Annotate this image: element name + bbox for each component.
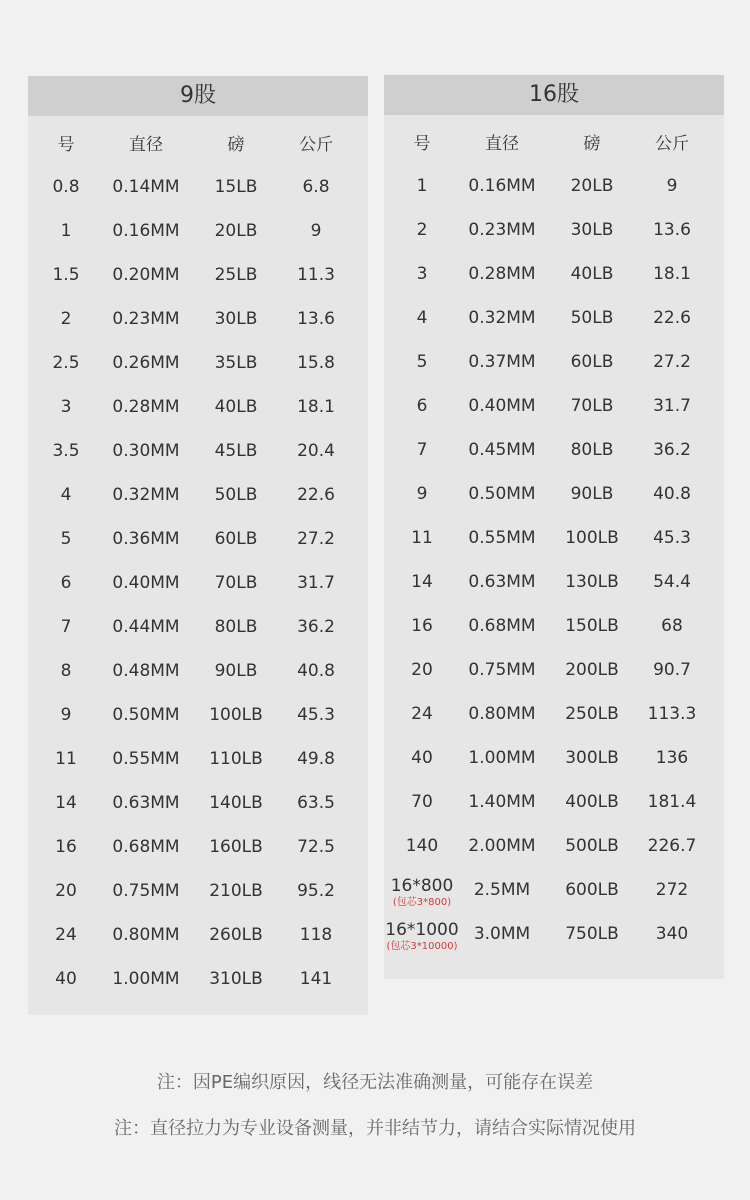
cell-kilograms: 136 — [655, 748, 689, 768]
table-row — [28, 385, 368, 429]
cell-kilograms: 113.3 — [647, 704, 697, 724]
cell-diameter: 0.55MM — [112, 749, 180, 769]
table-title-16-strand: 16股 — [384, 75, 724, 115]
header-kilograms: 公斤 — [655, 134, 689, 154]
cell-pounds: 60LB — [214, 529, 258, 549]
cell-diameter: 0.40MM — [468, 396, 536, 416]
cell-pounds: 30LB — [214, 309, 258, 329]
cell-diameter: 0.26MM — [112, 353, 180, 373]
table-row — [28, 341, 368, 385]
table-row — [384, 912, 724, 956]
cell-diameter: 1.00MM — [112, 969, 180, 989]
cell-kilograms: 45.3 — [653, 528, 691, 548]
cell-diameter: 0.28MM — [112, 397, 180, 417]
cell-number-value: 16*800 — [390, 876, 454, 896]
cell-pounds: 70LB — [214, 573, 258, 593]
cell-number: 6 — [416, 396, 428, 416]
core-spec-note: (包芯3*10000) — [386, 941, 458, 952]
table-row — [28, 825, 368, 869]
table-row — [384, 384, 724, 428]
cell-diameter: 0.32MM — [112, 485, 180, 505]
table-row — [28, 165, 368, 209]
cell-number: 40 — [411, 748, 433, 768]
cell-diameter: 1.00MM — [468, 748, 536, 768]
cell-number: 7 — [416, 440, 428, 460]
cell-diameter: 2.5MM — [473, 880, 531, 900]
table-row — [28, 429, 368, 473]
cell-kilograms: 68 — [661, 616, 683, 636]
cell-pounds: 15LB — [214, 177, 258, 197]
cell-diameter: 0.50MM — [468, 484, 536, 504]
cell-diameter: 0.30MM — [112, 441, 180, 461]
table-row — [384, 340, 724, 384]
cell-pounds: 110LB — [209, 749, 263, 769]
table-row — [28, 297, 368, 341]
cell-pounds: 250LB — [565, 704, 619, 724]
cell-kilograms: 272 — [655, 880, 689, 900]
cell-diameter: 0.37MM — [468, 352, 536, 372]
cell-pounds: 600LB — [565, 880, 619, 900]
cell-pounds: 40LB — [214, 397, 258, 417]
cell-pounds: 20LB — [214, 221, 258, 241]
cell-pounds: 20LB — [570, 176, 614, 196]
table-row — [28, 473, 368, 517]
header-pounds: 磅 — [227, 135, 245, 155]
cell-number: 6 — [60, 573, 72, 593]
cell-pounds: 300LB — [565, 748, 619, 768]
cell-kilograms: 340 — [655, 924, 689, 944]
table-row — [384, 692, 724, 736]
cell-number: 2 — [416, 220, 428, 240]
cell-pounds: 50LB — [570, 308, 614, 328]
cell-diameter: 0.16MM — [112, 221, 180, 241]
cell-pounds: 100LB — [565, 528, 619, 548]
header-kilograms: 公斤 — [299, 135, 333, 155]
cell-diameter: 0.16MM — [468, 176, 536, 196]
table-9-strand — [28, 76, 368, 1015]
cell-kilograms: 72.5 — [297, 837, 335, 857]
cell-pounds: 100LB — [209, 705, 263, 725]
cell-kilograms: 13.6 — [653, 220, 691, 240]
cell-number: 24 — [55, 925, 77, 945]
header-diameter: 直径 — [485, 134, 519, 154]
cell-pounds: 200LB — [565, 660, 619, 680]
cell-number — [384, 912, 460, 956]
cell-number: 3 — [416, 264, 428, 284]
cell-kilograms: 90.7 — [653, 660, 691, 680]
cell-kilograms: 22.6 — [653, 308, 691, 328]
cell-number: 2 — [60, 309, 72, 329]
table-row — [28, 693, 368, 737]
footnote-measurement-error: 注：因PE编织原因，线径无法准确测量，可能存在误差 — [156, 1072, 594, 1093]
cell-diameter: 0.44MM — [112, 617, 180, 637]
cell-kilograms: 6.8 — [302, 177, 330, 197]
table-row — [384, 648, 724, 692]
cell-number: 1 — [416, 176, 428, 196]
cell-diameter: 0.68MM — [112, 837, 180, 857]
cell-pounds: 50LB — [214, 485, 258, 505]
cell-number: 11 — [411, 528, 433, 548]
cell-diameter: 0.80MM — [468, 704, 536, 724]
cell-diameter: 1.40MM — [468, 792, 536, 812]
cell-pounds: 500LB — [565, 836, 619, 856]
cell-kilograms: 20.4 — [297, 441, 335, 461]
table-row — [384, 516, 724, 560]
table-row — [28, 253, 368, 297]
cell-kilograms: 18.1 — [297, 397, 335, 417]
header-number: 号 — [57, 135, 75, 155]
table-row — [28, 913, 368, 957]
cell-kilograms: 36.2 — [297, 617, 335, 637]
table-row — [28, 517, 368, 561]
cell-kilograms: 31.7 — [297, 573, 335, 593]
cell-number: 14 — [55, 793, 77, 813]
cell-pounds: 70LB — [570, 396, 614, 416]
cell-number: 1.5 — [52, 265, 80, 285]
cell-pounds: 400LB — [565, 792, 619, 812]
table-row — [28, 561, 368, 605]
table-row — [28, 649, 368, 693]
cell-diameter: 0.40MM — [112, 573, 180, 593]
cell-kilograms: 9 — [310, 221, 322, 241]
cell-pounds: 80LB — [570, 440, 614, 460]
cell-kilograms: 22.6 — [297, 485, 335, 505]
cell-diameter: 0.14MM — [112, 177, 180, 197]
cell-diameter: 0.75MM — [468, 660, 536, 680]
cell-number: 20 — [55, 881, 77, 901]
cell-kilograms: 40.8 — [297, 661, 335, 681]
table-row — [28, 209, 368, 253]
cell-kilograms: 181.4 — [647, 792, 697, 812]
header-number: 号 — [413, 134, 431, 154]
cell-pounds: 150LB — [565, 616, 619, 636]
cell-kilograms: 45.3 — [297, 705, 335, 725]
cell-diameter: 0.20MM — [112, 265, 180, 285]
table-row — [384, 296, 724, 340]
cell-pounds: 35LB — [214, 353, 258, 373]
table-row — [384, 560, 724, 604]
cell-diameter: 0.36MM — [112, 529, 180, 549]
table-row — [384, 208, 724, 252]
cell-pounds: 210LB — [209, 881, 263, 901]
cell-diameter: 0.50MM — [112, 705, 180, 725]
table-row — [28, 737, 368, 781]
cell-pounds: 260LB — [209, 925, 263, 945]
cell-kilograms: 63.5 — [297, 793, 335, 813]
table-row — [28, 605, 368, 649]
cell-number: 7 — [60, 617, 72, 637]
cell-kilograms: 36.2 — [653, 440, 691, 460]
cell-pounds: 60LB — [570, 352, 614, 372]
cell-number: 4 — [60, 485, 72, 505]
cell-number-value: 16*1000 — [385, 920, 459, 940]
cell-diameter: 0.23MM — [112, 309, 180, 329]
cell-kilograms: 49.8 — [297, 749, 335, 769]
table-row — [384, 428, 724, 472]
cell-diameter: 0.45MM — [468, 440, 536, 460]
cell-number: 140 — [405, 836, 439, 856]
cell-number: 9 — [60, 705, 72, 725]
cell-number: 3.5 — [52, 441, 80, 461]
cell-diameter: 0.28MM — [468, 264, 536, 284]
table-header-row — [384, 122, 724, 166]
cell-pounds: 750LB — [565, 924, 619, 944]
cell-number: 4 — [416, 308, 428, 328]
cell-pounds: 130LB — [565, 572, 619, 592]
cell-number: 3 — [60, 397, 72, 417]
cell-pounds: 30LB — [570, 220, 614, 240]
cell-kilograms: 9 — [666, 176, 678, 196]
cell-number: 5 — [60, 529, 72, 549]
cell-diameter: 0.63MM — [468, 572, 536, 592]
cell-number: 2.5 — [52, 353, 80, 373]
cell-kilograms: 27.2 — [297, 529, 335, 549]
table-row — [384, 780, 724, 824]
cell-number: 16 — [55, 837, 77, 857]
cell-kilograms: 95.2 — [297, 881, 335, 901]
cell-pounds: 310LB — [209, 969, 263, 989]
table-row — [384, 164, 724, 208]
cell-number: 11 — [55, 749, 77, 769]
cell-number: 5 — [416, 352, 428, 372]
cell-pounds: 40LB — [570, 264, 614, 284]
header-pounds: 磅 — [583, 134, 601, 154]
cell-pounds: 25LB — [214, 265, 258, 285]
cell-pounds: 80LB — [214, 617, 258, 637]
cell-kilograms: 18.1 — [653, 264, 691, 284]
cell-number: 8 — [60, 661, 72, 681]
cell-kilograms: 31.7 — [653, 396, 691, 416]
cell-number: 70 — [411, 792, 433, 812]
cell-diameter: 0.48MM — [112, 661, 180, 681]
table-title-9-strand: 9股 — [28, 76, 368, 116]
table-row — [28, 781, 368, 825]
cell-diameter: 0.55MM — [468, 528, 536, 548]
cell-number: 20 — [411, 660, 433, 680]
cell-kilograms: 27.2 — [653, 352, 691, 372]
core-spec-note: (包芯3*800) — [392, 897, 452, 908]
cell-number: 24 — [411, 704, 433, 724]
table-16-strand — [384, 75, 724, 979]
cell-kilograms: 226.7 — [647, 836, 697, 856]
cell-number: 16 — [411, 616, 433, 636]
cell-pounds: 45LB — [214, 441, 258, 461]
cell-kilograms: 15.8 — [297, 353, 335, 373]
cell-diameter: 2.00MM — [468, 836, 536, 856]
cell-kilograms: 141 — [299, 969, 333, 989]
cell-diameter: 0.32MM — [468, 308, 536, 328]
table-row — [28, 957, 368, 1001]
table-row — [384, 472, 724, 516]
table-row — [384, 252, 724, 296]
cell-number: 14 — [411, 572, 433, 592]
header-diameter: 直径 — [129, 135, 163, 155]
cell-kilograms: 118 — [299, 925, 333, 945]
table-row — [384, 736, 724, 780]
cell-diameter: 0.23MM — [468, 220, 536, 240]
cell-diameter: 3.0MM — [473, 924, 531, 944]
table-row — [28, 869, 368, 913]
cell-diameter: 0.63MM — [112, 793, 180, 813]
cell-pounds: 90LB — [214, 661, 258, 681]
cell-pounds: 90LB — [570, 484, 614, 504]
cell-pounds: 140LB — [209, 793, 263, 813]
table-row — [384, 604, 724, 648]
table-header-row — [28, 123, 368, 167]
table-row — [384, 824, 724, 868]
cell-pounds: 160LB — [209, 837, 263, 857]
table-row — [384, 868, 724, 912]
cell-number — [384, 868, 460, 912]
cell-kilograms: 54.4 — [653, 572, 691, 592]
cell-diameter: 0.80MM — [112, 925, 180, 945]
footnote-tension-test: 注：直径拉力为专业设备测量，并非结节力，请结合实际情况使用 — [114, 1118, 636, 1139]
cell-kilograms: 11.3 — [297, 265, 335, 285]
cell-diameter: 0.75MM — [112, 881, 180, 901]
cell-number: 9 — [416, 484, 428, 504]
cell-number: 40 — [55, 969, 77, 989]
cell-diameter: 0.68MM — [468, 616, 536, 636]
cell-kilograms: 40.8 — [653, 484, 691, 504]
cell-number: 0.8 — [52, 177, 80, 197]
cell-number: 1 — [60, 221, 72, 241]
cell-kilograms: 13.6 — [297, 309, 335, 329]
